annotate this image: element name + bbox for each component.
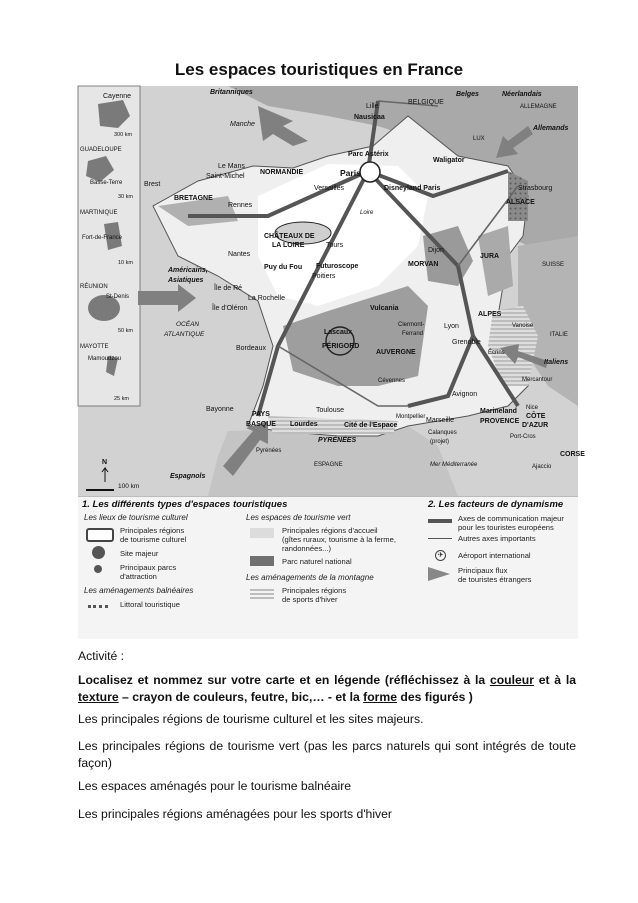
label-dijon: Dijon: [428, 247, 444, 254]
label-guadeloupe: GUADELOUPE: [80, 147, 122, 153]
label-alsace: ALSACE: [506, 199, 535, 206]
label-mediterranee: Mer Méditerranée: [430, 462, 478, 468]
label-la-rochelle: La Rochelle: [248, 295, 285, 302]
activity-item: Les principales régions de tourisme vert (pas les parcs naturels qui sont intégrés de toute façon): [78, 739, 576, 770]
label-pays-1: PAYS: [252, 411, 270, 418]
label-calanques-1: Calanques: [428, 430, 457, 436]
label-toulouse: Toulouse: [316, 407, 345, 414]
label-scale-100: 100 km: [118, 483, 140, 490]
label-espagnols: Espagnols: [170, 473, 206, 480]
label-britanniques: Britanniques: [210, 89, 253, 96]
label-pyrenees: PYRÉNÉES: [318, 437, 357, 444]
legend-swatch-cultural: [86, 528, 114, 542]
label-vanoise: Vanoise: [512, 323, 534, 329]
label-espagne: ESPAGNE: [314, 462, 343, 468]
label-pays-2: BASQUE: [246, 421, 276, 428]
label-calanques-2: (projet): [430, 439, 450, 445]
label-lyon: Lyon: [444, 323, 459, 330]
legend-section-2: 2. Les facteurs de dynamisme: [428, 499, 564, 510]
tourism-map-figure: [78, 86, 585, 638]
label-alpes: ALPES: [478, 311, 502, 318]
label-saint-michel: Saint-Michel: [206, 173, 245, 180]
label-scale-300: 300 km: [114, 132, 133, 138]
label-ecrins: Écrins: [488, 350, 505, 356]
tourism-map: [78, 86, 585, 496]
label-manche: Manche: [230, 121, 255, 128]
legend-swatch-winter: [250, 589, 274, 599]
activity-heading: Activité :: [78, 649, 125, 663]
legend-swatch-green: [250, 528, 274, 538]
label-poitiers: Poitiers: [312, 273, 336, 280]
label-nantes: Nantes: [228, 251, 251, 258]
label-nausicaa: Nausicaa: [354, 114, 385, 121]
label-mayotte: MAYOTTE: [80, 344, 109, 350]
label-futuroscope: Futuroscope: [316, 263, 359, 270]
label-parc-asterix: Parc Astérix: [348, 151, 389, 158]
label-perigord: PÉRIGORD: [322, 343, 360, 350]
label-mamoudzou: Mamoudzou: [88, 356, 122, 362]
label-saint-denis: St-Denis: [106, 294, 130, 300]
label-ile-oleron: Île d'Oléron: [212, 305, 248, 312]
label-versailles: Versailles: [314, 185, 344, 192]
legend-winter-regions: Principales régions de sports d'hiver: [282, 586, 347, 604]
page-title: Les espaces touristiques en France: [174, 60, 464, 79]
label-lascaux: Lascaux: [324, 329, 353, 336]
label-neerlandais: Néerlandais: [502, 91, 542, 98]
legend-major-site: Site majeur: [120, 549, 159, 558]
legend-green-regions: Principales régions d'accueil (gîtes ruraux, tourisme à la ferme, randonnées...): [282, 526, 396, 553]
label-port-cros: Port-Cros: [510, 434, 536, 440]
label-suisse: SUISSE: [542, 262, 565, 268]
label-normandie: NORMANDIE: [260, 169, 304, 176]
label-belges: Belges: [456, 91, 479, 98]
label-italie: ITALIE: [550, 332, 568, 338]
label-waligator: Waligator: [433, 157, 465, 164]
label-fort-de-france: Fort-de-France: [82, 235, 123, 241]
legend-swatch-coast: [88, 605, 108, 608]
label-ocean-2: ATLANTIQUE: [164, 331, 205, 338]
legend-national-park: Parc naturel national: [282, 557, 352, 566]
label-scale-50: 50 km: [118, 328, 133, 334]
label-lille: Lille: [366, 103, 379, 110]
label-cite-espace: Cité de l'Espace: [344, 422, 398, 429]
label-scale-30: 30 km: [118, 194, 133, 200]
label-clermont-1: Clermont-: [398, 322, 425, 328]
label-asiatiques: Asiatiques: [168, 277, 204, 284]
legend-cultural-title: Les lieux de tourisme culturel: [84, 513, 188, 522]
legend-mountain-title: Les aménagements de la montagne: [246, 573, 374, 582]
label-clermont-2: Ferrand: [402, 331, 424, 337]
map-legend: [78, 496, 578, 639]
legend-swatch-park: [250, 556, 274, 566]
label-martinique: MARTINIQUE: [80, 210, 118, 216]
label-chateaux-1: CHÂTEAUX DE: [264, 233, 315, 240]
label-lourdes: Lourdes: [290, 421, 318, 428]
legend-airport: Aéroport international: [458, 551, 531, 560]
label-marseille: Marseille: [426, 417, 455, 424]
label-le-mans: Le Mans: [218, 163, 245, 170]
label-rennes: Rennes: [228, 202, 253, 209]
label-tours: Tours: [326, 242, 344, 249]
label-allemands: Allemands: [533, 125, 569, 132]
label-italiens: Italiens: [544, 359, 569, 366]
paris-site: [360, 162, 380, 182]
label-brest: Brest: [144, 181, 161, 188]
label-cayenne: Cayenne: [103, 93, 132, 100]
label-north: N: [102, 459, 108, 466]
label-avignon: Avignon: [452, 391, 478, 398]
legend-cultural-regions: Principales régions de tourisme culturel: [120, 526, 187, 544]
legend-other-axes: Autres axes importants: [458, 534, 536, 543]
label-marineland: Marineland: [480, 408, 517, 415]
label-strasbourg: Strasbourg: [518, 185, 553, 192]
label-bayonne: Bayonne: [206, 406, 234, 413]
label-ocean-1: OCÉAN: [176, 321, 200, 328]
label-provence: PROVENCE: [480, 418, 520, 425]
label-nice: Nice: [526, 405, 539, 411]
activity-instruction: Localisez et nommez sur votre carte et en légende (réfléchissez à la couleur et à la texture – crayon de couleurs, feutre, bic,… - et la forme des figurés ): [78, 673, 576, 704]
label-paris: Paris: [340, 168, 361, 178]
legend-swatch-parks: [94, 565, 102, 573]
legend-swatch-major-site: [92, 546, 105, 559]
label-auvergne: AUVERGNE: [376, 349, 416, 356]
label-cote-1: CÔTE: [526, 413, 546, 420]
label-allemagne: ALLEMAGNE: [520, 104, 557, 110]
activity-item: Les espaces aménagés pour le tourisme balnéaire: [78, 779, 352, 793]
label-cote-2: D'AZUR: [522, 422, 549, 429]
label-corse: CORSE: [560, 451, 585, 458]
label-vulcania: Vulcania: [370, 305, 399, 312]
label-loire: Loire: [360, 210, 374, 216]
flow-arrow-icon: [428, 567, 450, 581]
label-puy-du-fou: Puy du Fou: [264, 264, 303, 271]
label-ile-de-re: Île de Ré: [214, 285, 243, 292]
label-pyrenees-park: Pyrénées: [256, 448, 282, 454]
label-bordeaux: Bordeaux: [236, 345, 266, 352]
legend-flows: Principaux flux de touristes étrangers: [458, 566, 532, 584]
airport-icon: ✈: [435, 550, 446, 561]
label-lux: LUX: [473, 136, 485, 142]
label-scale-25: 25 km: [114, 396, 129, 402]
label-grenoble: Grenoble: [452, 339, 481, 346]
legend-swatch-other-axes: [428, 538, 452, 539]
label-chateaux-2: LA LOIRE: [272, 242, 305, 249]
activity-item: Les principales régions aménagées pour les sports d'hiver: [78, 807, 392, 821]
label-jura: JURA: [480, 253, 500, 260]
legend-attraction-parks: Principaux parcs d'attraction: [120, 563, 177, 581]
label-mercantour: Mercantour: [522, 377, 553, 383]
legend-beach-title: Les aménagements balnéaires: [84, 586, 194, 595]
label-morvan: MORVAN: [408, 261, 439, 268]
label-disneyland: Disneyland Paris: [384, 185, 441, 192]
legend-major-axes: Axes de communication majeur pour les touristes européens: [458, 514, 564, 532]
activity-item: Les principales régions de tourisme culturel et les sites majeurs.: [78, 712, 424, 726]
legend-section-1: 1. Les différents types d'espaces touristiques: [82, 499, 288, 510]
legend-green-title: Les espaces de tourisme vert: [246, 513, 351, 522]
label-scale-10: 10 km: [118, 260, 133, 266]
label-belgique: BELGIQUE: [408, 99, 444, 106]
label-bretagne: BRETAGNE: [174, 195, 213, 202]
legend-coast: Littoral touristique: [120, 600, 180, 609]
label-basse-terre: Basse-Terre: [90, 180, 123, 186]
label-ajaccio: Ajaccio: [532, 464, 552, 470]
label-montpellier: Montpellier: [396, 414, 426, 420]
label-reunion: RÉUNION: [80, 284, 108, 290]
legend-swatch-major-axes: [428, 519, 452, 523]
label-americains: Américains,: [168, 267, 208, 274]
label-cevennes: Cévennes: [378, 378, 406, 384]
